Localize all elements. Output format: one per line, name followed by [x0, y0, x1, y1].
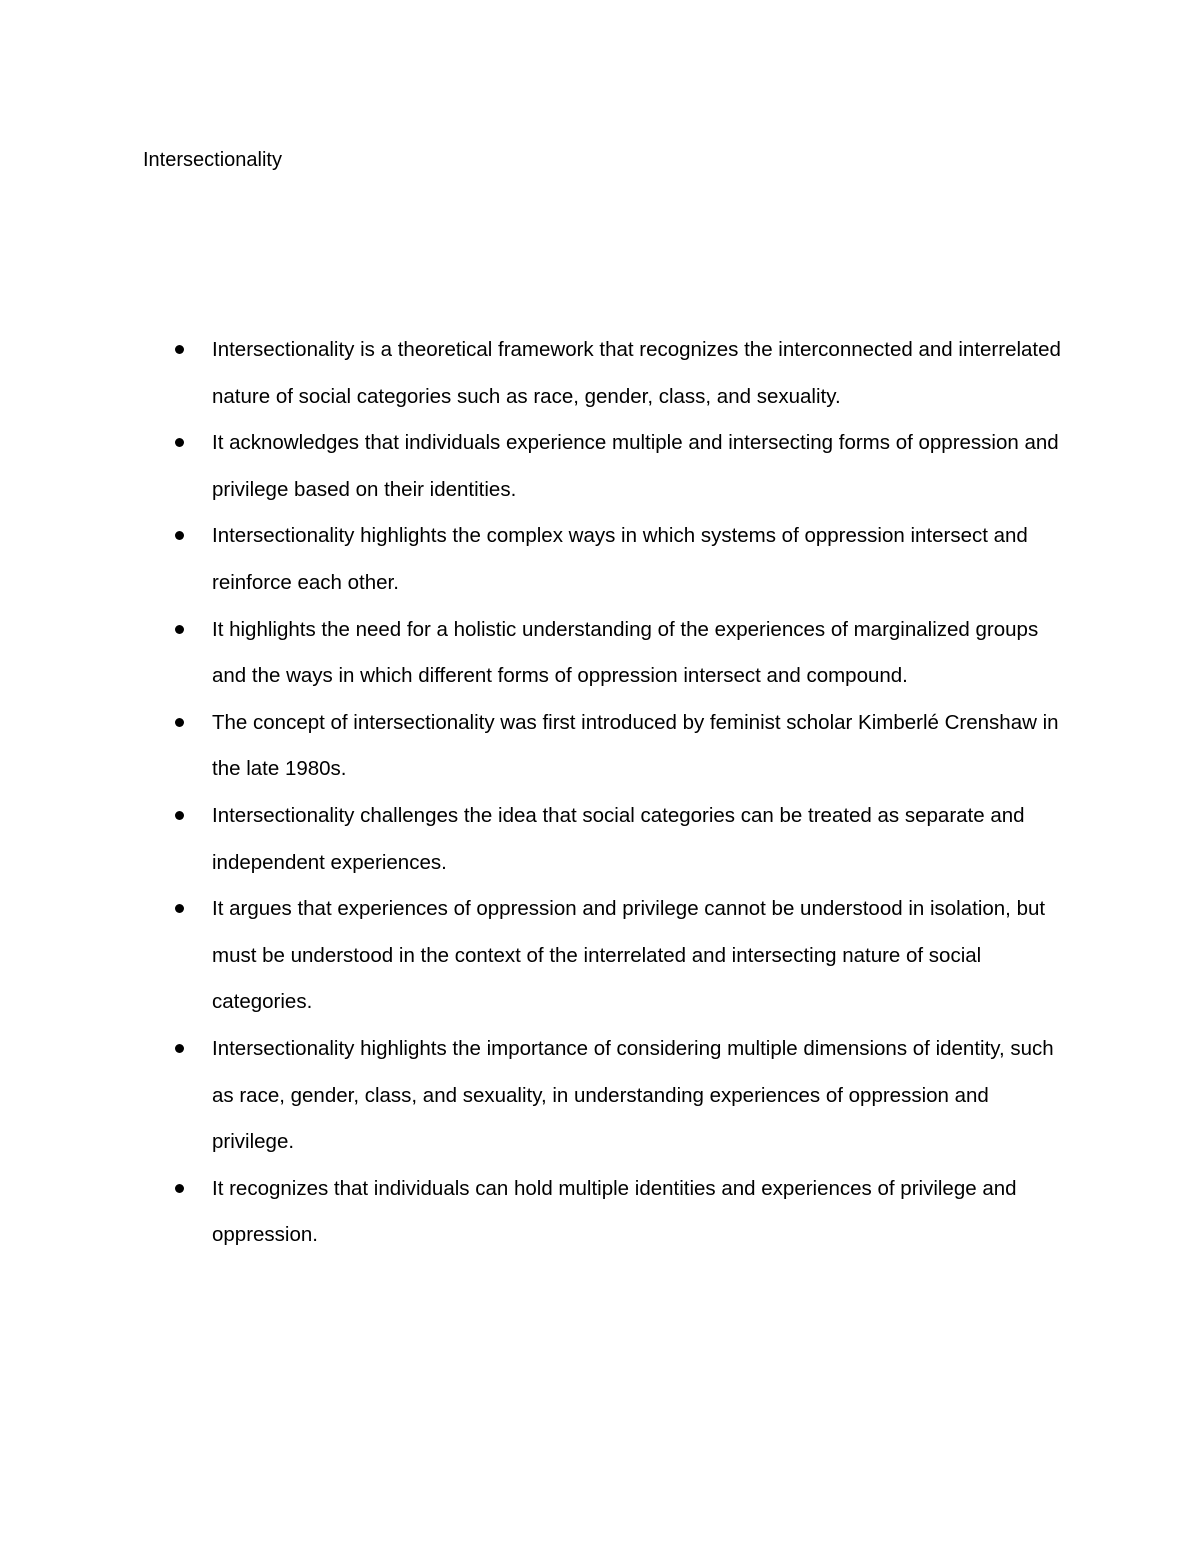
bullet-icon: [175, 625, 184, 634]
list-item: [0, 607, 1072, 700]
bullet-icon: [175, 1044, 184, 1053]
bullet-icon: [175, 811, 184, 820]
list-item: [0, 420, 1072, 513]
list-item: [0, 886, 1072, 1026]
page-title: Intersectionality: [143, 149, 282, 171]
bullet-icon: [175, 904, 184, 913]
bullet-icon: [175, 345, 184, 354]
list-item: [0, 1166, 1072, 1259]
list-item: [0, 793, 1072, 886]
list-item-text: Intersectionality highlights the importance of considering multiple dimensions of identity, such as race, gender, class, and sexuality, in understanding experiences of oppression and privilege.: [212, 1036, 1054, 1154]
list-item-text: Intersectionality is a theoretical framework that recognizes the interconnected and interrelated nature of social categories such as race, gender, class, and sexuality.: [212, 338, 1061, 408]
list-item: [0, 1026, 1072, 1166]
list-item-text: It argues that experiences of oppression and privilege cannot be understood in isolation, but must be understood in the context of the interrelated and intersecting nature of social categories.: [212, 897, 1046, 1014]
list-item-text: It acknowledges that individuals experience multiple and intersecting forms of oppression and privilege based on their identities.: [212, 431, 1059, 501]
list-item: [0, 513, 1072, 606]
bullet-list: [0, 327, 1200, 1259]
bullet-icon: [175, 531, 184, 540]
list-item-text: Intersectionality challenges the idea that social categories can be treated as separate and independent experiences.: [212, 803, 1025, 874]
bullet-icon: [175, 1184, 184, 1193]
list-item-text: The concept of intersectionality was first introduced by feminist scholar Kimberlé Crenshaw in the late 1980s.: [212, 710, 1059, 781]
list-item-text: It recognizes that individuals can hold multiple identities and experiences of privilege and oppression.: [212, 1176, 1017, 1247]
list-item: [0, 700, 1072, 793]
bullet-icon: [175, 718, 184, 727]
bullet-icon: [175, 438, 184, 447]
list-item-text: Intersectionality highlights the complex ways in which systems of oppression intersect and reinforce each other.: [212, 524, 1028, 594]
list-item-text: It highlights the need for a holistic understanding of the experiences of marginalized groups and the ways in which different forms of oppression intersect and compound.: [212, 617, 1039, 688]
list-item: [0, 327, 1072, 420]
